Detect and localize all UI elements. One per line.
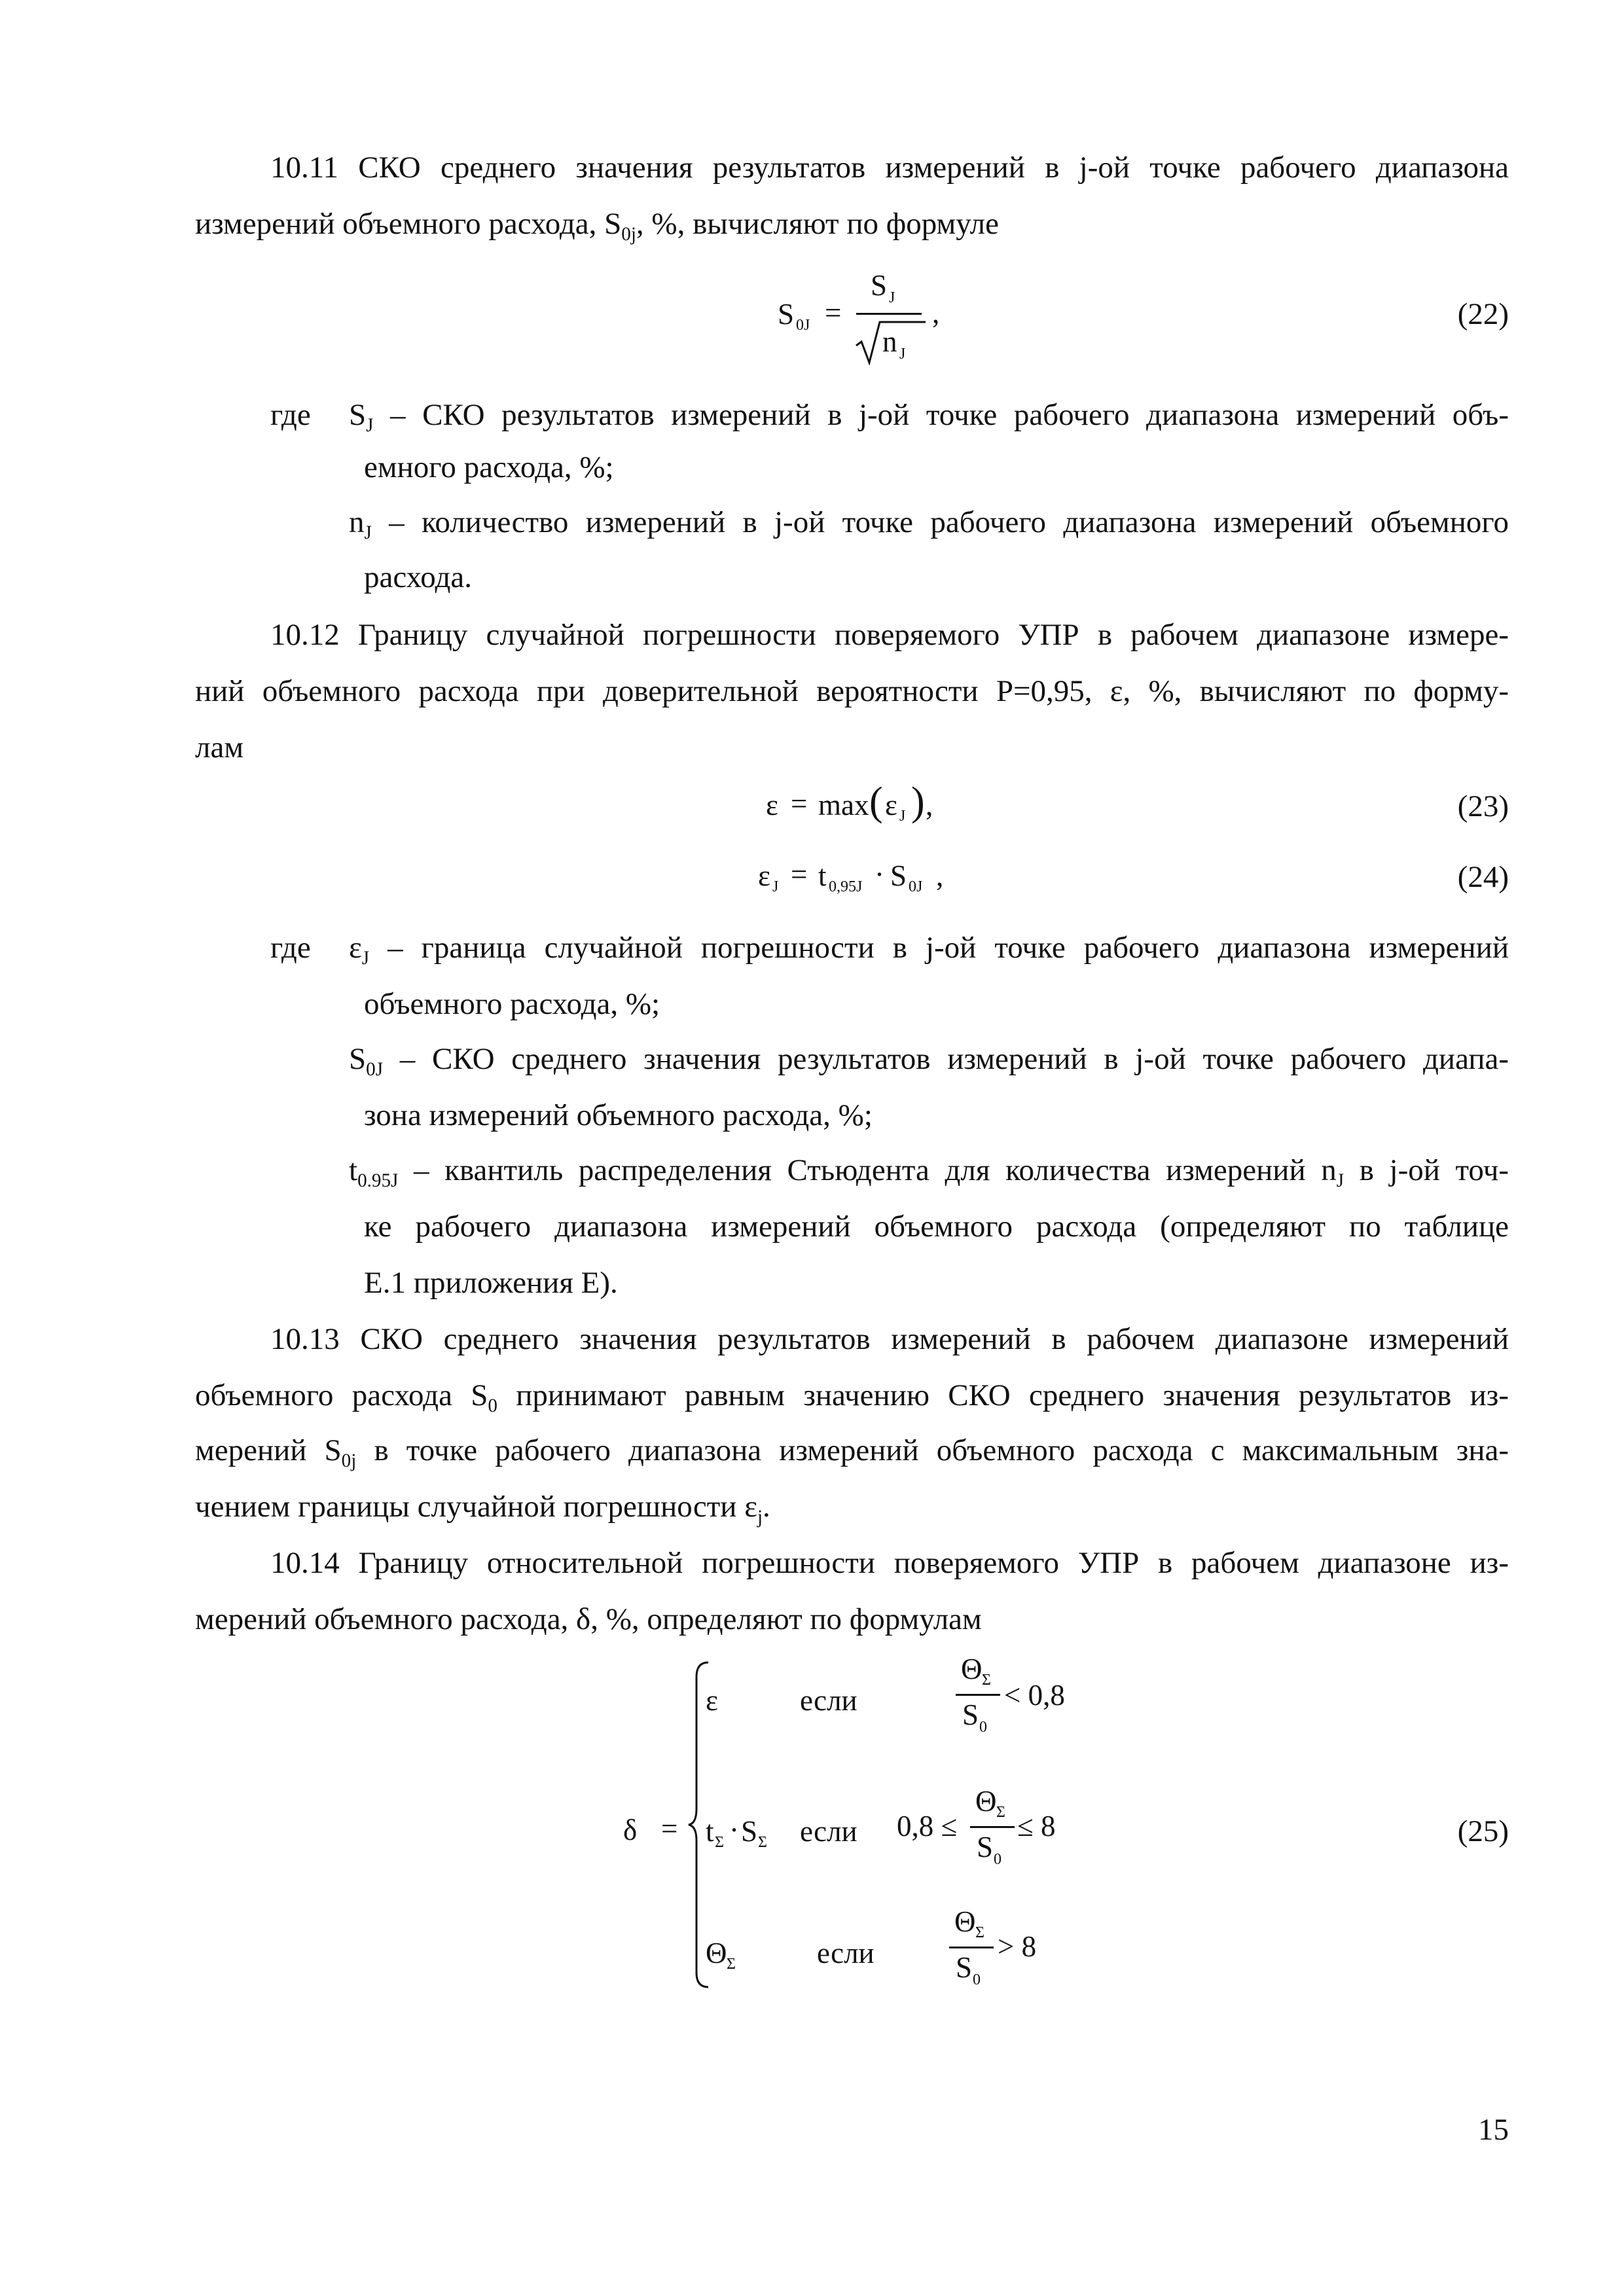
formula-22-fraction-bar (856, 313, 922, 315)
formula-25-row-3-s0: S (956, 1951, 973, 1984)
formula-25-lhs: δ (623, 1814, 638, 1846)
formula-24-number: (24) (1457, 860, 1509, 894)
formula-24-dot: · (875, 858, 884, 891)
where-2-item-3-line-3: Е.1 приложения Е). (364, 1266, 618, 1300)
formula-22-denominator-sub: J (899, 346, 906, 363)
formula-25-row-2-t-sub: Σ (715, 1834, 724, 1851)
formula-25-row-3-value-sub: Σ (727, 1956, 736, 1973)
formula-25-number: (25) (1457, 1814, 1509, 1848)
formula-25-row-3-fraction-bar (949, 1946, 994, 1948)
formula-23-max: max (818, 789, 869, 821)
where-label-1: где (270, 398, 311, 432)
paragraph-10-12-line-2: ний объемного расхода при доверительной вероятности P=0,95, ε, %, вычисляют по форму- (195, 674, 1509, 708)
paragraph-10-11-line-2: измерений объемного расхода, $S_{0j}$, %, вычисляют по формуле (195, 207, 999, 245)
where-1-item-1-line-2: емного расхода, %; (364, 450, 614, 484)
formula-22-equals: = (825, 296, 842, 329)
formula-25-row-2-s0-sub: 0 (994, 1851, 1001, 1868)
formula-25-row-2-if: если (800, 1815, 857, 1848)
formula-24-s-sub: 0J (909, 878, 923, 895)
formula-23-arg-sub: J (899, 808, 906, 825)
where-label-2: где (270, 931, 311, 965)
formula-22-lhs: S (778, 298, 795, 331)
formula-24-s: S (890, 859, 907, 892)
formula-25-row-3-value: Θ (706, 1937, 727, 1969)
where-1-item-1-line-1: $S_J$ – СКО результатов измерений в j-ой точке рабочего диапазона измерений объ- (349, 398, 1509, 437)
formula-22-lhs-sub: 0J (796, 317, 810, 334)
formula-24-equals: = (791, 858, 808, 891)
formula-25-row-1-fraction-bar (956, 1694, 1000, 1696)
formula-25-row-3-s0-sub: 0 (973, 1971, 981, 1988)
formula-22-comma: , (932, 296, 940, 329)
formula-25-row-2-fraction-bar (970, 1826, 1015, 1828)
formula-23-equals: = (791, 787, 808, 820)
formula-25-row-1-theta-sub: Σ (982, 1672, 991, 1689)
formula-25-row-3-theta: Θ (954, 1905, 976, 1938)
paragraph-10-13-line-4: чением границы случайной погрешности $\varepsilon_j$. (195, 1490, 770, 1528)
formula-24-t-sub: 0,95J (829, 878, 863, 895)
formula-22-numerator-sub: J (889, 289, 895, 306)
formula-25-row-1-condition: < 0,8 (1004, 1679, 1065, 1712)
formula-24 (753, 850, 988, 902)
formula-23-number: (23) (1457, 789, 1509, 823)
formula-25-row-3-condition: > 8 (998, 1930, 1037, 1963)
formula-25-row-2-theta-sub: Σ (996, 1804, 1005, 1821)
formula-22-number: (22) (1457, 297, 1509, 331)
formula-25-row-1-value: ε (706, 1684, 718, 1717)
where-2-item-1-line-2: объемного расхода, %; (364, 987, 660, 1021)
where-1-item-2-line-2: расхода. (364, 560, 472, 594)
where-2-item-3-line-2: ке рабочего диапазона измерений объемного расхода (определяют по таблице (364, 1210, 1509, 1244)
paragraph-10-13-line-1: 10.13 СКО среднего значения результатов измерений в рабочем диапазоне измерений (270, 1322, 1509, 1356)
paragraph-10-14-line-1: 10.14 Границу относительной погрешности поверяемого УПР в рабочем диапазоне из- (270, 1546, 1509, 1580)
formula-25-row-2-theta: Θ (975, 1785, 997, 1818)
formula-22 (772, 262, 969, 386)
formula-23-open-paren: ( (869, 780, 883, 824)
formula-25-row-3-if: если (817, 1937, 875, 1969)
formula-25-row-2-s-sub: Σ (758, 1834, 767, 1851)
where-2-item-3-line-1: $t_{0.95J}$ – квантиль распределения Стьюдента для количества измерений $n_J$ в j-ой точ- (349, 1153, 1509, 1192)
formula-24-t: t (818, 859, 827, 892)
formula-25-row-2-s: S (741, 1815, 758, 1848)
formula-25-row-3-theta-sub: Σ (975, 1924, 984, 1941)
formula-25-row-1-s0: S (962, 1698, 979, 1731)
formula-25-row-2-upper-bound: ≤ 8 (1017, 1810, 1056, 1842)
formula-25-row-2-t: t (706, 1815, 714, 1848)
where-2-item-2-line-1: $S_{0J}$ – СКО среднего значения результатов измерений в j-ой точке рабочего диапа- (349, 1042, 1509, 1081)
formula-25-row-2-s0: S (977, 1831, 994, 1863)
paragraph-10-11-line-1: 10.11 СКО среднего значения результатов измерений в j-ой точке рабочего диапазона (270, 151, 1509, 185)
where-2-item-1-line-1: $\varepsilon_J$ – граница случайной погрешности в j-ой точке рабочего диапазона измерений (349, 931, 1509, 969)
paragraph-10-12-line-1: 10.12 Границу случайной погрешности поверяемого УПР в рабочем диапазоне измере- (270, 618, 1509, 652)
formula-24-lhs-sub: J (772, 878, 779, 895)
where-2-item-2-line-2: зона измерений объемного расхода, %; (364, 1098, 873, 1132)
formula-23-comma: , (926, 789, 933, 821)
paragraph-10-13-line-3: мерений $S_{0j}$ в точке рабочего диапазона измерений объемного расхода с максимальным зна- (195, 1433, 1509, 1472)
formula-25-row-1-s0-sub: 0 (979, 1719, 987, 1736)
formula-25-row-1-if: если (800, 1684, 857, 1717)
formula-25 (609, 1649, 1132, 2003)
formula-24-lhs: ε (758, 859, 770, 892)
formula-25-equals: = (661, 1812, 678, 1845)
formula-23 (759, 779, 969, 831)
formula-22-numerator: S (871, 269, 888, 302)
paragraph-10-13-line-2: объемного расхода $S_0$ принимают равным значению СКО среднего значения результатов из- (195, 1378, 1509, 1417)
formula-23-close-paren: ) (911, 780, 925, 824)
formula-25-row-2-lower-bound: 0,8 ≤ (897, 1810, 958, 1842)
formula-22-denominator: n (882, 325, 897, 358)
page-number: 15 (1478, 2113, 1509, 2147)
where-1-item-2-line-1: $n_J$ – количество измерений в j-ой точке рабочего диапазона измерений объемного (349, 505, 1509, 544)
formula-25-row-2-dot: · (729, 1814, 739, 1846)
paragraph-10-12-line-3: лам (195, 730, 244, 764)
paragraph-10-14-line-2: мерений объемного расхода, δ, %, определяют по формулам (195, 1602, 982, 1636)
formula-23-arg: ε (885, 789, 897, 821)
formula-23-lhs: ε (766, 789, 778, 821)
formula-24-comma: , (936, 859, 944, 892)
formula-25-row-1-theta: Θ (961, 1653, 983, 1685)
